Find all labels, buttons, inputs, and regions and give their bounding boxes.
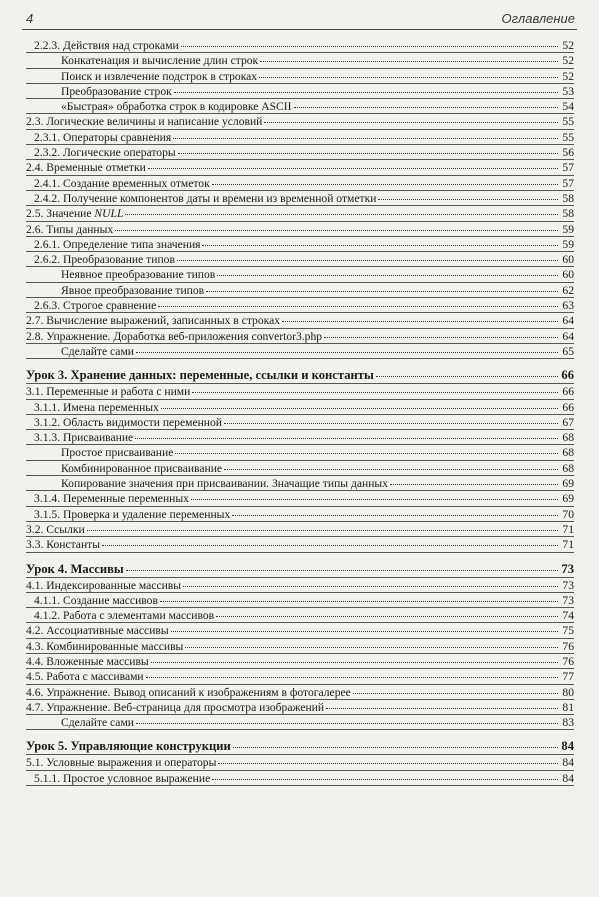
toc-page-number: 73	[562, 578, 574, 592]
toc-entry[interactable]	[26, 476, 574, 491]
toc-entry[interactable]	[26, 445, 574, 460]
toc-entry[interactable]	[26, 313, 574, 328]
toc-entry-title	[61, 283, 204, 298]
dot-leader	[324, 337, 558, 338]
toc-entry[interactable]	[26, 623, 574, 638]
toc-entry-text: Урок 4. Массивы	[26, 561, 124, 576]
toc-entry-title	[61, 53, 258, 68]
dot-leader	[115, 230, 558, 231]
toc-entry-title	[26, 329, 322, 344]
toc-page-number: 55	[562, 130, 574, 144]
dot-leader	[282, 321, 558, 322]
toc-entry[interactable]	[26, 700, 574, 715]
toc-entry-text: 2.7. Вычисление выражений, записанных в строках	[26, 314, 281, 328]
dot-leader	[171, 631, 558, 632]
dot-leader	[161, 408, 558, 409]
toc-page-number: 83	[562, 716, 574, 730]
toc-entry-text: 4.1. Индексированные массивы	[26, 578, 182, 592]
toc-page-number: 57	[562, 161, 574, 175]
toc-page-number: 58	[562, 191, 574, 205]
toc-page-number: 59	[562, 237, 574, 251]
toc-entry-text: 4.1.1. Создание массивов	[34, 593, 158, 607]
toc-page-number: 68	[562, 446, 574, 460]
toc-entry[interactable]	[26, 522, 574, 537]
dot-leader	[376, 376, 558, 377]
toc-page-number: 67	[562, 415, 574, 429]
toc-entry-text: 4.2. Ассоциативные массивы	[26, 624, 169, 638]
toc-page-number: 66	[562, 385, 574, 399]
toc-entry-text: 3.3. Константы	[26, 538, 101, 552]
dot-leader	[136, 723, 558, 724]
dot-leader	[192, 392, 558, 393]
toc-entry-title	[26, 578, 181, 593]
toc-page-number: 69	[562, 477, 574, 491]
toc-entry-title	[34, 38, 179, 53]
toc-entry-text: 3.1.4. Переменные переменных	[34, 492, 189, 506]
toc-entry[interactable]	[26, 191, 574, 206]
toc-entry-title	[26, 206, 123, 221]
toc-page-number: 53	[562, 84, 574, 98]
row-rule	[26, 785, 574, 786]
toc-chapter-entry[interactable]	[26, 367, 574, 384]
toc-entry-text: 2.8. Упражнение. Доработка веб-приложения convertor3.php	[26, 329, 323, 343]
toc-entry-text: 2.5. Значение	[26, 207, 95, 221]
running-title: Оглавление	[501, 11, 575, 26]
toc-entry[interactable]	[26, 639, 574, 654]
toc-entry-title	[61, 715, 134, 730]
toc-entry-text: Урок 5. Управляющие конструкции	[26, 739, 231, 754]
toc-entry-title	[34, 176, 210, 191]
toc-entry-title	[34, 145, 176, 160]
toc-page-number: 70	[562, 507, 574, 521]
toc-page-number: 66	[561, 368, 574, 383]
toc-page-number: 68	[562, 431, 574, 445]
toc-entry-text: 4.4. Вложенные массивы	[26, 654, 149, 668]
toc-page-number: 84	[562, 771, 574, 785]
toc-entry-title	[61, 99, 292, 114]
toc-page-number: 76	[562, 654, 574, 668]
toc-entry-title	[26, 755, 216, 770]
toc-entry[interactable]	[26, 593, 574, 608]
toc-entry[interactable]	[26, 38, 574, 53]
toc-entry-text: Неявное преобразование типов	[61, 268, 216, 282]
toc-entry[interactable]	[26, 578, 574, 593]
toc-entry-title	[34, 130, 171, 145]
dot-leader	[264, 122, 558, 123]
toc-entry[interactable]	[26, 53, 574, 68]
toc-entry-title	[26, 160, 146, 175]
dot-leader	[206, 291, 558, 292]
toc-page-number: 59	[562, 222, 574, 236]
toc-entry-title	[26, 639, 183, 654]
toc-entry-title	[34, 298, 156, 313]
page-number: 4	[26, 11, 34, 26]
toc-entry-text: 3.1.5. Проверка и удаление переменных	[34, 507, 231, 521]
toc-entry[interactable]	[26, 267, 574, 282]
toc-entry[interactable]	[26, 130, 574, 145]
toc-entry-title	[26, 685, 351, 700]
toc-entry[interactable]	[26, 537, 574, 552]
toc-entry-text: 2.3. Логические величины и написание условий	[26, 115, 263, 129]
toc-entry[interactable]	[26, 344, 574, 359]
toc-entry[interactable]	[26, 69, 574, 84]
toc-entry-title	[26, 738, 231, 755]
toc-entry-title	[34, 237, 200, 252]
toc-entry-title	[61, 267, 215, 282]
toc-entry-title	[34, 491, 189, 506]
toc-page-number: 58	[562, 207, 574, 221]
toc-entry-text: Преобразование строк	[61, 84, 172, 98]
toc-page-number: 56	[562, 146, 574, 160]
toc-entry-text: 4.6. Упражнение. Вывод описаний к изображениям в фотогалерее	[26, 685, 351, 699]
toc-page-number: 84	[562, 756, 574, 770]
dot-leader	[202, 245, 558, 246]
toc-page-number: 68	[562, 461, 574, 475]
toc-entry[interactable]	[26, 160, 574, 175]
toc-entry-text: Комбинированное присваивание	[61, 461, 223, 475]
toc-entry[interactable]	[26, 252, 574, 267]
toc-page-number: 52	[562, 39, 574, 52]
toc-entry[interactable]	[26, 384, 574, 399]
toc-entry[interactable]	[26, 283, 574, 298]
toc-entry-text: 5.1.1. Простое условное выражение	[34, 771, 211, 785]
toc-entry-text: Урок 3. Хранение данных: переменные, ссылки и константы	[26, 368, 374, 383]
toc-entry[interactable]	[26, 654, 574, 669]
toc-entry-title	[34, 608, 214, 623]
toc-entry-title	[34, 507, 230, 522]
toc-entry-text: 3.1.2. Область видимости переменной	[34, 415, 223, 429]
toc-entry[interactable]	[26, 400, 574, 415]
toc-page-number: 81	[562, 700, 574, 714]
dot-leader	[126, 570, 558, 571]
toc-page-number: 64	[562, 314, 574, 328]
row-rule	[26, 552, 574, 553]
toc-entry[interactable]	[26, 114, 574, 129]
toc-entry[interactable]	[26, 145, 574, 160]
dot-leader	[224, 469, 558, 470]
dot-leader	[191, 499, 558, 500]
dot-leader	[217, 275, 558, 276]
toc-chapter-entry[interactable]	[26, 738, 574, 755]
dot-leader	[224, 423, 558, 424]
toc-entry-text: 4.1.2. Работа с элементами массивов	[34, 609, 215, 623]
toc-page-number: 63	[562, 299, 574, 313]
toc-entry-title	[34, 771, 210, 786]
toc-entry[interactable]	[26, 461, 574, 476]
toc-page-number: 55	[562, 115, 574, 129]
toc-page-number: 71	[562, 538, 574, 552]
toc-entry-text: 2.6.3. Строгое сравнение	[34, 299, 157, 313]
toc-entry[interactable]	[26, 237, 574, 252]
toc-entry-text: Сделайте сами	[61, 344, 134, 358]
dot-leader	[233, 747, 558, 748]
toc-page-number: 60	[562, 253, 574, 267]
toc-entry-title	[26, 313, 280, 328]
dot-leader	[185, 647, 558, 648]
dot-leader	[174, 92, 558, 93]
dot-leader	[216, 616, 558, 617]
toc-entry-title	[26, 367, 374, 384]
dot-leader	[102, 545, 558, 546]
toc-entry[interactable]	[26, 222, 574, 237]
toc-page-number: 77	[562, 670, 574, 684]
toc-page-number: 73	[562, 593, 574, 607]
toc-entry-title	[26, 522, 85, 537]
toc-entry[interactable]	[26, 669, 574, 684]
row-rule	[26, 729, 574, 730]
toc-entry-text: «Быстрая» обработка строк в кодировке ASCII	[61, 100, 292, 114]
toc-entry[interactable]	[26, 507, 574, 522]
toc-entry-text: 4.7. Упражнение. Веб-страница для просмотра изображений	[26, 700, 325, 714]
dot-leader	[260, 61, 558, 62]
toc-page-number: 54	[562, 100, 574, 114]
toc-entry-title	[34, 593, 158, 608]
toc-entry[interactable]	[26, 685, 574, 700]
toc-entry-text: 3.2. Ссылки	[26, 522, 85, 536]
toc-entry-text: 2.6.1. Определение типа значения	[34, 237, 201, 251]
toc-entry-title	[26, 669, 144, 684]
toc-entry-title	[61, 445, 173, 460]
toc-page-number: 65	[562, 344, 574, 358]
toc-entry-title	[34, 400, 159, 415]
toc-entry-text: 2.3.1. Операторы сравнения	[34, 130, 172, 144]
toc-entry[interactable]	[26, 755, 574, 770]
dot-leader	[175, 453, 558, 454]
toc-page-number: 76	[562, 639, 574, 653]
header-rule	[22, 29, 577, 30]
toc-entry-title	[26, 537, 100, 552]
toc-entry-title	[34, 252, 175, 267]
toc-page-number: 80	[562, 685, 574, 699]
page-header	[22, 8, 577, 28]
toc-entry-text: 2.4.1. Создание временных отметок	[34, 176, 210, 190]
toc-entry-text: 4.3. Комбинированные массивы	[26, 639, 184, 653]
toc-entry[interactable]	[26, 715, 574, 730]
toc-page-number: 52	[562, 54, 574, 68]
toc-page-number: 71	[562, 522, 574, 536]
dot-leader	[148, 168, 558, 169]
toc-entry-text: Простое присваивание	[61, 446, 174, 460]
dot-leader	[326, 708, 558, 709]
dot-leader	[183, 586, 558, 587]
toc-entry-title	[26, 700, 324, 715]
dot-leader	[158, 306, 558, 307]
toc-page-number: 75	[562, 624, 574, 638]
toc-entry-title	[26, 114, 262, 129]
dot-leader	[294, 107, 558, 108]
dot-leader	[160, 601, 558, 602]
dot-leader	[151, 662, 558, 663]
toc-entry-text: Поиск и извлечение подстрок в строках	[61, 69, 258, 83]
toc-entry-text: 2.3.2. Логические операторы	[34, 146, 176, 160]
toc-entry-title	[34, 415, 222, 430]
dot-leader	[353, 693, 558, 694]
toc-page-number: 60	[562, 268, 574, 282]
toc-page-number: 84	[561, 739, 574, 754]
toc-entry[interactable]	[26, 176, 574, 191]
dot-leader	[218, 763, 558, 764]
toc-entry-text: 4.5. Работа с массивами	[26, 670, 144, 684]
toc-entry[interactable]	[26, 99, 574, 114]
toc-entry-text: Конкатенация и вычисление длин строк	[61, 54, 259, 68]
toc-entry-title	[34, 430, 133, 445]
dot-leader	[125, 214, 558, 215]
toc-entry-title	[26, 623, 169, 638]
dot-leader	[212, 779, 558, 780]
dot-leader	[178, 153, 558, 154]
toc-entry-text: 2.2.3. Действия над строками	[34, 39, 179, 52]
toc-page-number: 73	[561, 561, 574, 576]
toc-entry-text: 3.1. Переменные и работа с ними	[26, 385, 191, 399]
toc-entry[interactable]	[26, 608, 574, 623]
dot-leader	[146, 677, 558, 678]
toc-entry[interactable]	[26, 298, 574, 313]
toc-entry-title	[26, 561, 124, 578]
dot-leader	[135, 438, 558, 439]
dot-leader	[181, 46, 558, 47]
table-of-contents	[26, 38, 574, 786]
dot-leader	[390, 484, 558, 485]
toc-page-number: 64	[562, 329, 574, 343]
toc-entry[interactable]	[26, 415, 574, 430]
row-rule	[26, 358, 574, 359]
toc-entry[interactable]	[26, 329, 574, 344]
toc-entry-title	[34, 191, 376, 206]
dot-leader	[173, 138, 558, 139]
toc-entry-title	[61, 344, 134, 359]
dot-leader	[259, 77, 558, 78]
toc-entry-text: Сделайте сами	[61, 716, 134, 730]
toc-entry[interactable]	[26, 206, 574, 221]
toc-entry-text: 3.1.3. Присваивание	[34, 431, 134, 445]
toc-entry-title	[61, 84, 172, 99]
toc-chapter-entry[interactable]	[26, 561, 574, 578]
dot-leader	[87, 530, 558, 531]
toc-entry[interactable]	[26, 84, 574, 99]
toc-entry-text: 2.6. Типы данных	[26, 222, 114, 236]
dot-leader	[212, 184, 558, 185]
toc-page-number: 66	[562, 400, 574, 414]
toc-entry-text: Явное преобразование типов	[61, 283, 205, 297]
toc-entry[interactable]	[26, 771, 574, 786]
toc-page-number: 62	[562, 283, 574, 297]
toc-entry-text: 2.4. Временные отметки	[26, 161, 146, 175]
dot-leader	[177, 260, 558, 261]
toc-entry-text: 2.4.2. Получение компонентов даты и времени из временной отметки	[34, 191, 377, 205]
toc-entry[interactable]	[26, 491, 574, 506]
toc-entry-text: 5.1. Условные выражения и операторы	[26, 756, 217, 770]
toc-page-number: 69	[562, 492, 574, 506]
toc-entry-title	[61, 461, 222, 476]
toc-entry-title	[26, 384, 190, 399]
dot-leader	[378, 199, 558, 200]
toc-entry-title	[61, 69, 257, 84]
toc-entry-title	[26, 654, 149, 669]
toc-page-number: 57	[562, 176, 574, 190]
toc-entry-title	[61, 476, 388, 491]
toc-entry-text: 3.1.1. Имена переменных	[34, 400, 159, 414]
toc-entry-italic-text: NULL	[94, 207, 124, 221]
toc-page-number: 74	[562, 609, 574, 623]
dot-leader	[232, 515, 558, 516]
toc-entry[interactable]	[26, 430, 574, 445]
dot-leader	[136, 352, 558, 353]
toc-entry-text: Копирование значения при присваивании. Значащие типы данных	[61, 477, 389, 491]
toc-entry-text: 2.6.2. Преобразование типов	[34, 253, 175, 267]
toc-entry-title	[26, 222, 113, 237]
toc-page-number: 52	[562, 69, 574, 83]
